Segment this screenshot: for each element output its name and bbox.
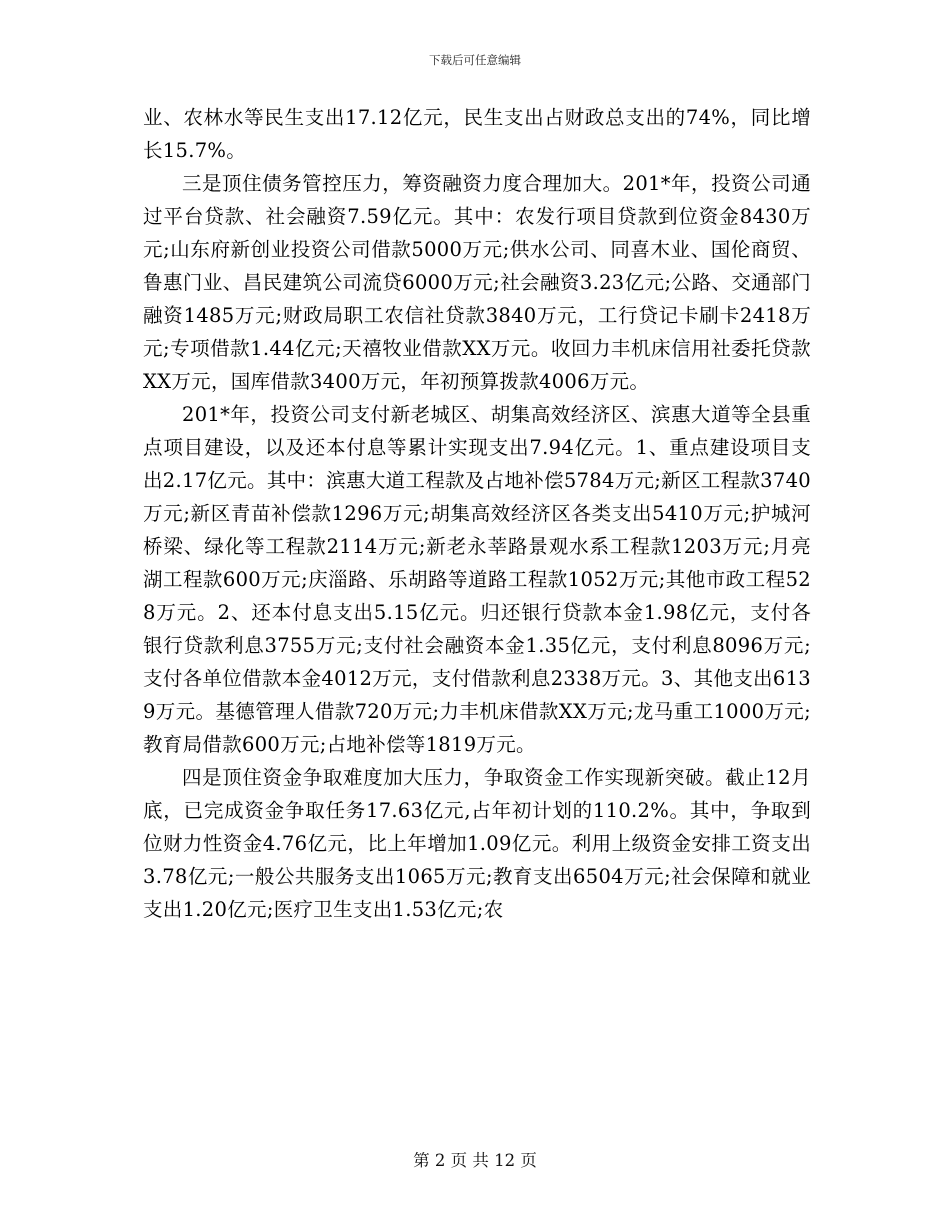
page-footer: 第 2 页 共 12 页: [413, 1151, 537, 1170]
paragraph-3: 201*年，投资公司支付新老城区、胡集高效经济区、滨惠大道等全县重点项目建设，以及还本付息等累计实现支出7.94亿元。1、重点建设项目支出2.17亿元。其中：滨惠大道工程款及占地补偿5784万元;新区工程款3740万元;新区青苗补偿款1296万元;胡集高效经济区各类支出5410万元;护城河桥梁、绿化等工程款2114万元;新老永莘路景观水系工程款1203万元;月亮湖工程款600万元;庆淄路、乐胡路等道路工程款1052万元;其他市政工程528万元。2、还本付息支出5.15亿元。归还银行贷款本金1.98亿元，支付各银行贷款利息3755万元;支付社会融资本金1.35亿元，支付利息8096万元;支付各单位借款本金4012万元，支付借款利息2338万元。3、其他支出6139万元。基德管理人借款720万元;力丰机床借款XX万元;龙马重工1000万元;教育局借款600万元;占地补偿等1819万元。: [143, 403, 811, 756]
paragraph-4: 四是顶住资金争取难度加大压力，争取资金工作实现新突破。截止12月底，已完成资金争取任务17.63亿元,占年初计划的110.2%。其中，争取到位财力性资金4.76亿元，比上年增加1.09亿元。利用上级资金安排工资支出3.78亿元;一般公共服务支出1065万元;教育支出6504万元;社会保障和就业支出1.20亿元;医疗卫生支出1.53亿元;农: [143, 766, 811, 921]
paragraph-1: 业、农林水等民生支出17.12亿元，民生支出占财政总支出的74%，同比增长15.7%。: [143, 106, 811, 162]
document-body: [143, 101, 811, 926]
paragraph-2: 三是顶住债务管控压力，筹资融资力度合理加大。201*年，投资公司通过平台贷款、社会融资7.59亿元。其中：农发行项目贷款到位资金8430万元;山东府新创业投资公司借款5000万元;供水公司、同喜木业、国伦商贸、鲁惠门业、昌民建筑公司流贷6000万元;社会融资3.23亿元;公路、交通部门融资1485万元;财政局职工农信社贷款3840万元，工行贷记卡刷卡2418万元;专项借款1.44亿元;天禧牧业借款XX万元。收回力丰机床信用社委托贷款XX万元，国库借款3400万元，年初预算拨款4006万元。: [143, 172, 811, 393]
page-header: 下载后可任意编辑: [429, 53, 521, 67]
